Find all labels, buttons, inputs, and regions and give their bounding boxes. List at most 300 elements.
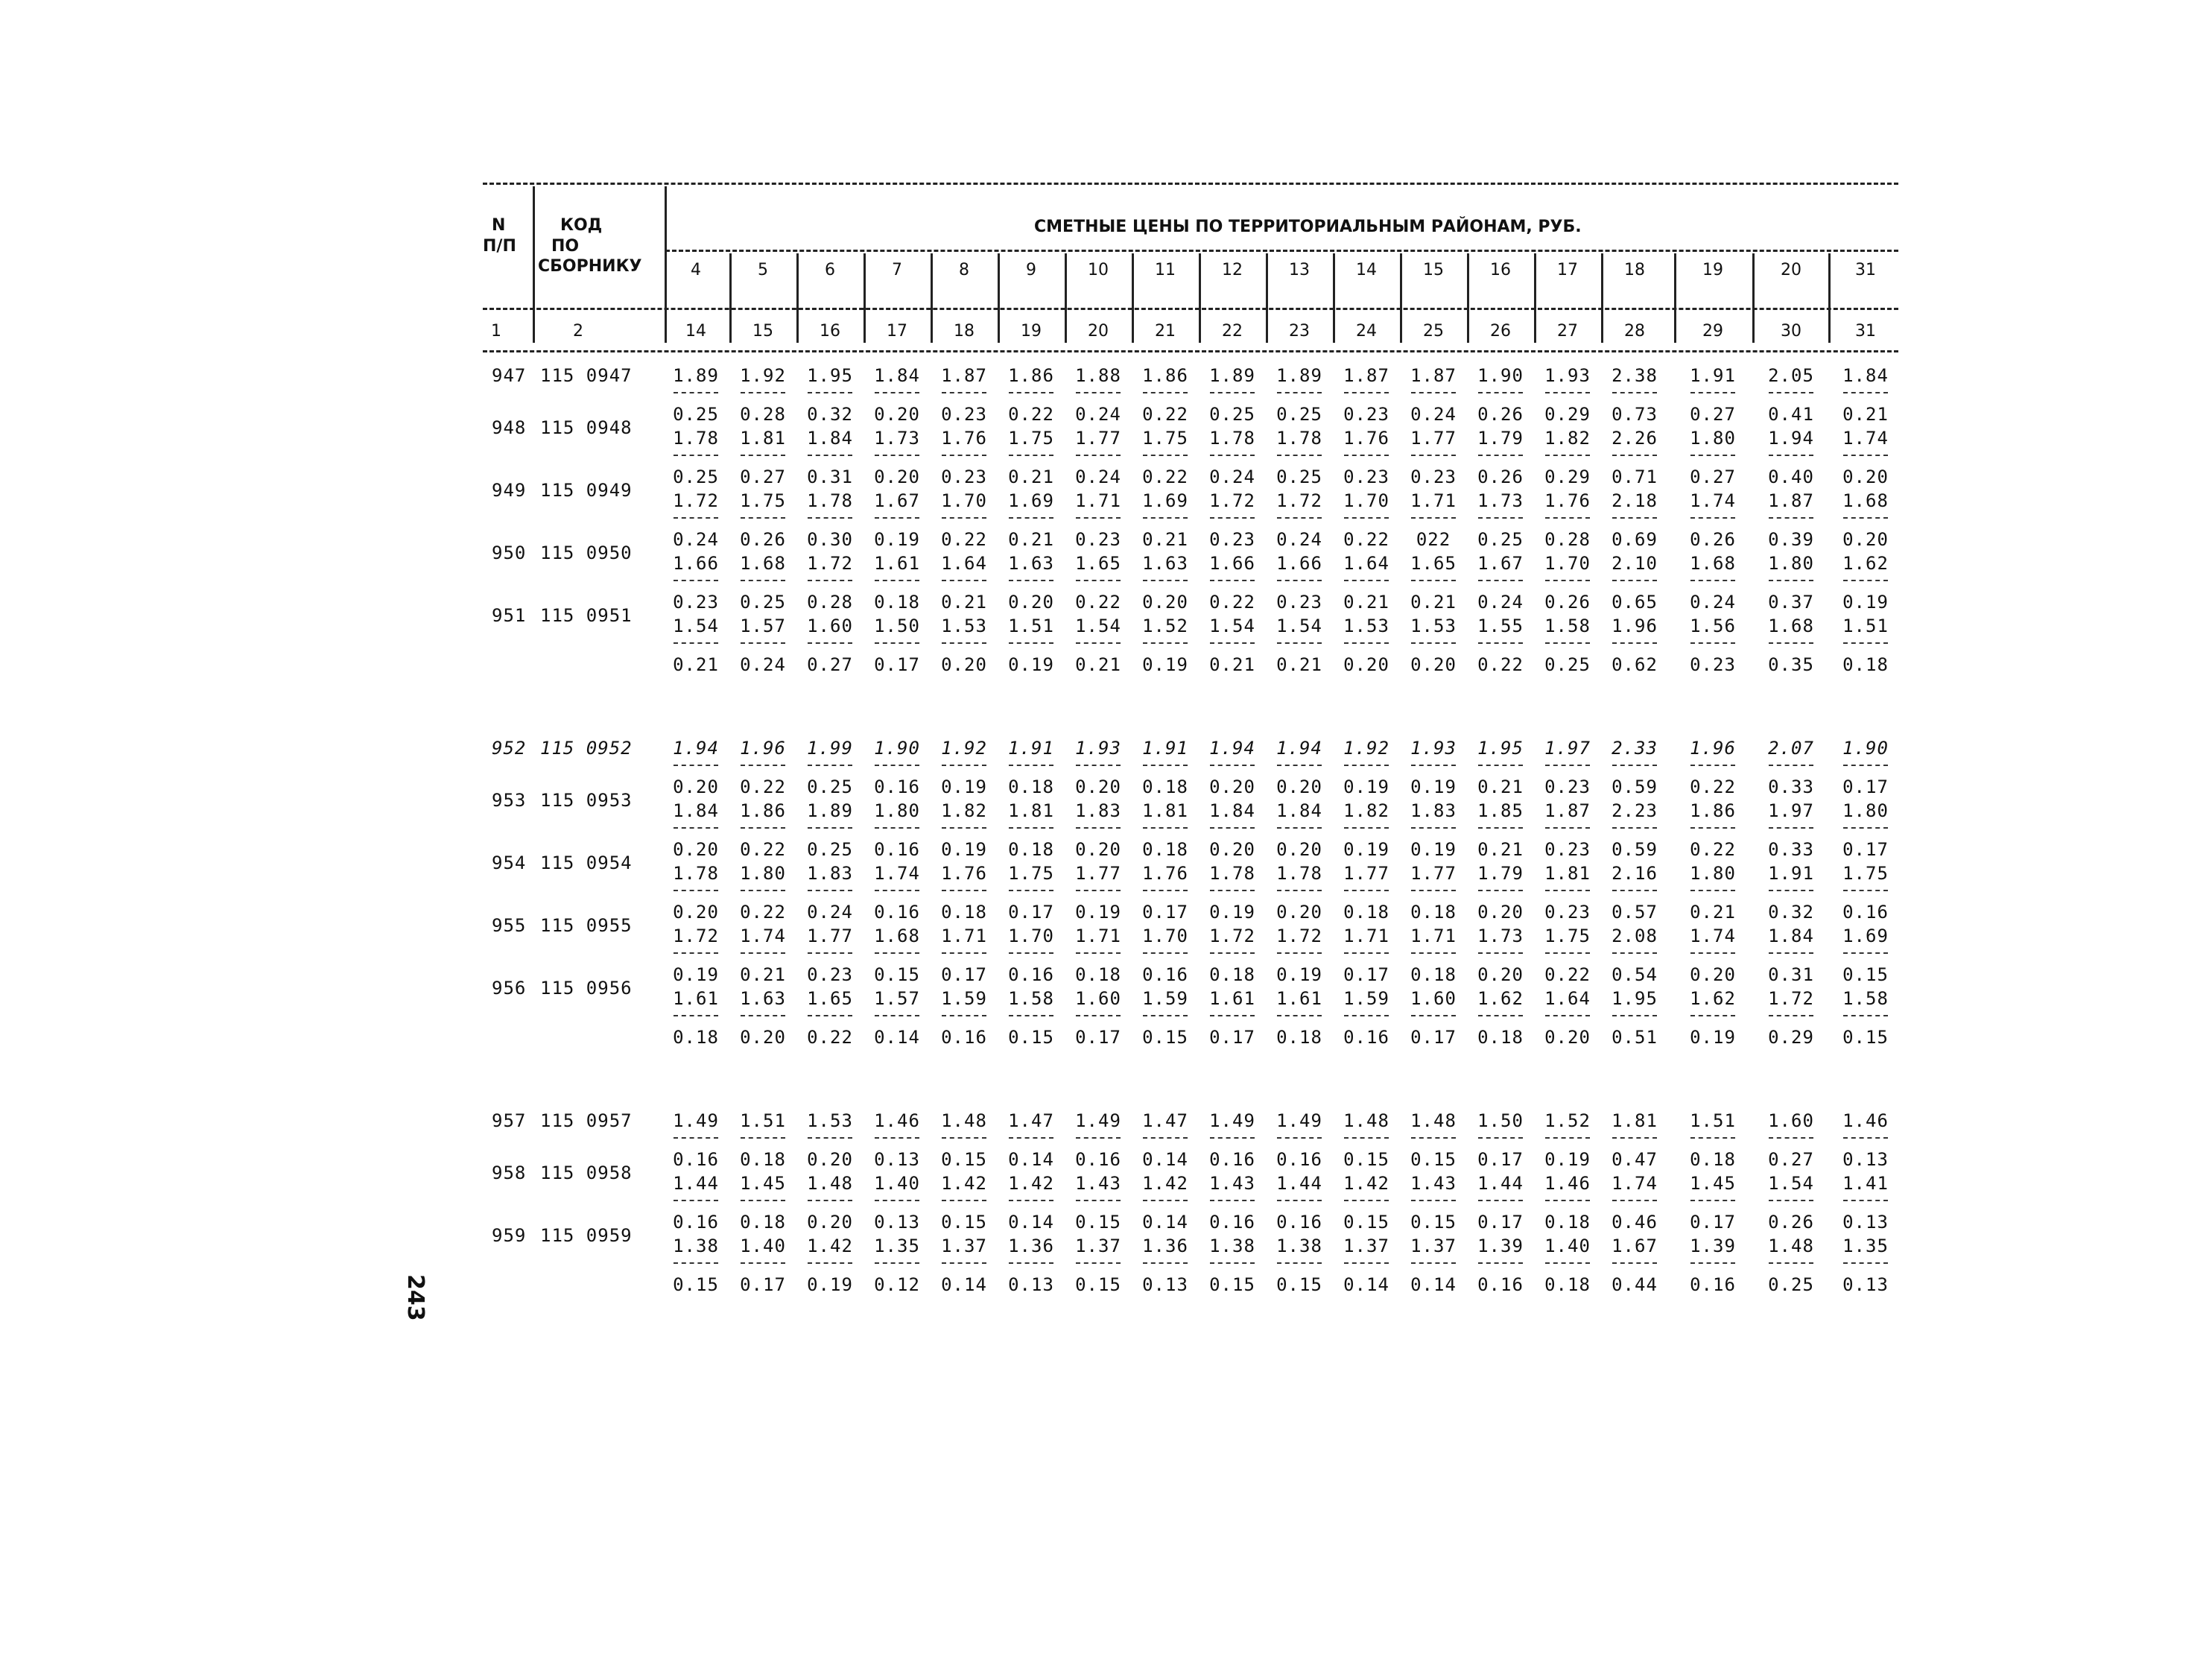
- fraction-line: [1612, 1137, 1657, 1139]
- price-delta: 0.22: [1008, 404, 1054, 425]
- price-delta: 0.16: [1209, 1212, 1255, 1233]
- fraction-line: [1344, 765, 1389, 766]
- fraction-line: [1143, 765, 1188, 766]
- fraction-line: [1210, 455, 1255, 456]
- fraction-line: [1690, 517, 1735, 519]
- price-delta: 0.15: [1410, 1149, 1457, 1170]
- fraction-line: [1344, 455, 1389, 456]
- price-value: 1.52: [1544, 1110, 1591, 1131]
- price-value: 1.39: [1477, 1236, 1524, 1256]
- price-value: 1.65: [1410, 553, 1457, 574]
- fraction-line: [1612, 827, 1657, 829]
- main-title: СМЕТНЫЕ ЦЕНЫ ПО ТЕРРИТОРИАЛЬНЫМ РАЙОНАМ, РУБ.: [1034, 218, 1582, 236]
- price-delta: 0.13: [874, 1149, 920, 1170]
- fraction-line: [1769, 1015, 1813, 1016]
- price-value: 1.74: [1842, 428, 1889, 449]
- row-code: 115 0953: [540, 790, 633, 811]
- region-vline-12: [1534, 253, 1536, 343]
- price-value: 1.86: [1690, 800, 1736, 821]
- row-number: 959: [492, 1225, 527, 1246]
- price-value: 1.36: [1142, 1236, 1188, 1256]
- col-code-line2: ПО: [551, 237, 580, 256]
- price-delta: 0.16: [1343, 1027, 1389, 1048]
- page-number: 243: [402, 1274, 428, 1321]
- fraction-line: [674, 1015, 718, 1016]
- fraction-line: [875, 455, 919, 456]
- price-value: 1.96: [1690, 738, 1736, 759]
- price-value: 1.74: [1690, 490, 1736, 511]
- price-delta: 0.23: [1343, 404, 1389, 425]
- price-delta: 0.25: [673, 466, 719, 487]
- price-delta: 0.19: [1544, 1149, 1591, 1170]
- price-value: 1.63: [1142, 553, 1188, 574]
- price-delta: 0.20: [807, 1212, 853, 1233]
- price-delta: 0.22: [1544, 964, 1591, 985]
- fraction-line: [1612, 1200, 1657, 1201]
- fraction-line: [741, 580, 785, 581]
- price-value: 1.92: [1343, 738, 1389, 759]
- fraction-line: [1478, 642, 1523, 644]
- column-number: 28: [1624, 322, 1645, 341]
- price-value: 1.82: [941, 800, 987, 821]
- price-delta: 0.19: [941, 776, 987, 797]
- fraction-line: [1009, 1015, 1053, 1016]
- price-delta: 0.65: [1612, 592, 1658, 613]
- fraction-line: [1411, 952, 1456, 954]
- price-value: 1.61: [1276, 988, 1322, 1009]
- price-value: 1.81: [1612, 1110, 1658, 1131]
- fraction-line: [1843, 890, 1888, 891]
- price-delta: 0.13: [1142, 1274, 1188, 1295]
- fraction-line: [1210, 1262, 1255, 1264]
- fraction-line: [1545, 952, 1590, 954]
- fraction-line: [1612, 765, 1657, 766]
- price-value: 1.42: [807, 1236, 853, 1256]
- price-value: 1.71: [941, 926, 987, 946]
- price-value: 1.84: [1768, 926, 1814, 946]
- fraction-line: [1143, 890, 1188, 891]
- price-delta: 0.20: [1477, 964, 1524, 985]
- fraction-line: [1411, 1015, 1456, 1016]
- fraction-line: [741, 1262, 785, 1264]
- fraction-line: [1478, 827, 1523, 829]
- price-delta: 0.23: [1544, 902, 1591, 923]
- price-value: 1.86: [1142, 365, 1188, 386]
- fraction-line: [1478, 890, 1523, 891]
- fraction-line: [1009, 642, 1053, 644]
- price-value: 1.68: [1690, 553, 1736, 574]
- price-value: 1.62: [1477, 988, 1524, 1009]
- price-value: 1.93: [1410, 738, 1457, 759]
- region-vline-4: [998, 253, 1000, 343]
- price-value: 1.37: [1075, 1236, 1121, 1256]
- price-delta: 0.30: [807, 529, 853, 550]
- fraction-line: [1478, 1137, 1523, 1139]
- price-delta: 0.21: [1008, 466, 1054, 487]
- region-vline-9: [1333, 253, 1335, 343]
- price-value: 2.16: [1612, 863, 1658, 884]
- fraction-line: [808, 1200, 852, 1201]
- price-delta: 0.21: [1477, 839, 1524, 860]
- price-delta: 0.23: [1690, 654, 1736, 675]
- price-value: 1.37: [1410, 1236, 1457, 1256]
- row-number: 949: [492, 480, 527, 501]
- price-delta: 0.22: [740, 839, 786, 860]
- price-delta: 0.16: [1477, 1274, 1524, 1295]
- price-value: 1.77: [1410, 863, 1457, 884]
- price-delta: 0.37: [1768, 592, 1814, 613]
- price-delta: 0.20: [1276, 839, 1322, 860]
- price-value: 1.40: [740, 1236, 786, 1256]
- price-value: 1.71: [1075, 490, 1121, 511]
- fraction-line: [1612, 392, 1657, 393]
- column-number: 31: [1855, 322, 1876, 341]
- fraction-line: [1210, 890, 1255, 891]
- fraction-line: [1210, 765, 1255, 766]
- price-value: 1.64: [941, 553, 987, 574]
- price-delta: 0.28: [740, 404, 786, 425]
- fraction-line: [1612, 642, 1657, 644]
- fraction-line: [1277, 392, 1322, 393]
- price-value: 1.51: [1690, 1110, 1736, 1131]
- fraction-line: [1277, 1137, 1322, 1139]
- fraction-line: [808, 765, 852, 766]
- fraction-line: [1769, 1137, 1813, 1139]
- fraction-line: [1143, 827, 1188, 829]
- fraction-line: [942, 517, 986, 519]
- fraction-line: [1769, 517, 1813, 519]
- price-delta: 0.20: [1075, 776, 1121, 797]
- price-delta: 0.21: [1276, 654, 1322, 675]
- column-number: 29: [1702, 322, 1723, 341]
- price-value: 1.38: [673, 1236, 719, 1256]
- price-value: 1.80: [740, 863, 786, 884]
- price-value: 1.72: [807, 553, 853, 574]
- fraction-line: [1690, 1137, 1735, 1139]
- price-value: 1.69: [1008, 490, 1054, 511]
- price-delta: 0.17: [1209, 1027, 1255, 1048]
- price-value: 1.90: [874, 738, 920, 759]
- price-value: 1.74: [1690, 926, 1736, 946]
- price-value: 1.68: [740, 553, 786, 574]
- fraction-line: [1545, 1015, 1590, 1016]
- row-number: 950: [492, 542, 527, 563]
- price-value: 1.56: [1690, 616, 1736, 636]
- price-value: 1.76: [1343, 428, 1389, 449]
- fraction-line: [1545, 1137, 1590, 1139]
- price-delta: 0.18: [673, 1027, 719, 1048]
- price-value: 1.89: [1209, 365, 1255, 386]
- price-delta: 0.25: [673, 404, 719, 425]
- price-value: 1.81: [1008, 800, 1054, 821]
- fraction-line: [1009, 827, 1053, 829]
- price-delta: 0.23: [1209, 529, 1255, 550]
- price-value: 1.39: [1690, 1236, 1736, 1256]
- row-code: 115 0959: [540, 1225, 633, 1246]
- price-delta: 0.19: [874, 529, 920, 550]
- price-delta: 0.17: [941, 964, 987, 985]
- fraction-line: [1277, 642, 1322, 644]
- price-delta: 0.41: [1768, 404, 1814, 425]
- price-delta: 0.19: [1075, 902, 1121, 923]
- price-delta: 0.26: [1768, 1212, 1814, 1233]
- price-value: 1.59: [1343, 988, 1389, 1009]
- fraction-line: [1411, 580, 1456, 581]
- price-value: 1.76: [1142, 863, 1188, 884]
- price-value: 1.79: [1477, 428, 1524, 449]
- price-delta: 0.15: [941, 1149, 987, 1170]
- fraction-line: [1690, 1262, 1735, 1264]
- fraction-line: [1411, 827, 1456, 829]
- price-delta: 0.69: [1612, 529, 1658, 550]
- fraction-line: [1344, 1137, 1389, 1139]
- fraction-line: [1277, 580, 1322, 581]
- price-delta: 0.23: [1075, 529, 1121, 550]
- fraction-line: [1843, 580, 1888, 581]
- price-value: 1.65: [1075, 553, 1121, 574]
- price-delta: 0.16: [673, 1212, 719, 1233]
- price-value: 1.69: [1142, 490, 1188, 511]
- price-value: 1.59: [1142, 988, 1188, 1009]
- fraction-line: [942, 765, 986, 766]
- price-delta: 0.20: [874, 404, 920, 425]
- fraction-line: [1545, 1200, 1590, 1201]
- fraction-line: [942, 455, 986, 456]
- region-number: 13: [1289, 261, 1310, 279]
- price-delta: 0.20: [673, 776, 719, 797]
- column-number: 27: [1557, 322, 1578, 341]
- price-delta: 0.18: [874, 592, 920, 613]
- price-delta: 0.23: [1544, 776, 1591, 797]
- price-value: 1.42: [1008, 1173, 1054, 1194]
- price-value: 1.54: [1075, 616, 1121, 636]
- price-delta: 0.15: [941, 1212, 987, 1233]
- price-delta: 0.14: [1410, 1274, 1457, 1295]
- fraction-line: [1411, 455, 1456, 456]
- fraction-line: [808, 517, 852, 519]
- price-value: 1.53: [1410, 616, 1457, 636]
- price-value: 1.70: [1343, 490, 1389, 511]
- fraction-line: [674, 1137, 718, 1139]
- fraction-line: [1545, 517, 1590, 519]
- price-delta: 0.14: [1142, 1149, 1188, 1170]
- price-value: 1.43: [1075, 1173, 1121, 1194]
- price-value: 1.76: [941, 863, 987, 884]
- price-delta: 0.18: [1544, 1212, 1591, 1233]
- fraction-line: [674, 392, 718, 393]
- price-delta: 0.31: [807, 466, 853, 487]
- fraction-line: [674, 517, 718, 519]
- fraction-line: [1690, 952, 1735, 954]
- price-delta: 022: [1416, 529, 1451, 550]
- fraction-line: [808, 1137, 852, 1139]
- price-delta: 0.17: [1142, 902, 1188, 923]
- price-value: 1.58: [1842, 988, 1889, 1009]
- price-value: 1.49: [1276, 1110, 1322, 1131]
- price-delta: 0.16: [1209, 1149, 1255, 1170]
- fraction-line: [808, 642, 852, 644]
- fraction-line: [741, 1200, 785, 1201]
- price-value: 1.87: [1343, 365, 1389, 386]
- price-delta: 0.21: [1209, 654, 1255, 675]
- fraction-line: [1769, 392, 1813, 393]
- price-value: 1.73: [1477, 926, 1524, 946]
- price-delta: 0.35: [1768, 654, 1814, 675]
- price-delta: 0.15: [1142, 1027, 1188, 1048]
- fraction-line: [674, 1200, 718, 1201]
- price-value: 1.72: [1276, 926, 1322, 946]
- fraction-line: [1690, 1015, 1735, 1016]
- fraction-line: [1143, 1262, 1188, 1264]
- price-delta: 0.23: [1544, 839, 1591, 860]
- price-delta: 0.21: [1142, 529, 1188, 550]
- price-value: 1.68: [1768, 616, 1814, 636]
- fraction-line: [741, 642, 785, 644]
- price-delta: 0.40: [1768, 466, 1814, 487]
- fraction-line: [875, 890, 919, 891]
- price-value: 1.78: [1276, 863, 1322, 884]
- price-delta: 0.19: [1343, 776, 1389, 797]
- price-value: 1.88: [1075, 365, 1121, 386]
- fraction-line: [1277, 952, 1322, 954]
- price-delta: 0.16: [874, 839, 920, 860]
- fraction-line: [1009, 1200, 1053, 1201]
- price-value: 1.74: [1612, 1173, 1658, 1194]
- price-value: 1.95: [807, 365, 853, 386]
- price-delta: 0.16: [1842, 902, 1889, 923]
- price-value: 1.75: [1008, 863, 1054, 884]
- price-delta: 0.15: [1842, 1027, 1889, 1048]
- price-value: 1.84: [874, 365, 920, 386]
- fraction-line: [1411, 1200, 1456, 1201]
- price-value: 1.52: [1142, 616, 1188, 636]
- price-value: 1.68: [1842, 490, 1889, 511]
- fraction-line: [1411, 392, 1456, 393]
- price-value: 1.84: [1276, 800, 1322, 821]
- price-value: 1.73: [1477, 490, 1524, 511]
- price-value: 2.07: [1768, 738, 1814, 759]
- price-delta: 0.16: [874, 902, 920, 923]
- fraction-line: [875, 827, 919, 829]
- row-code: 115 0951: [540, 605, 633, 626]
- fraction-line: [875, 1015, 919, 1016]
- price-delta: 0.25: [740, 592, 786, 613]
- fraction-line: [1277, 827, 1322, 829]
- price-delta: 0.21: [1410, 592, 1457, 613]
- price-delta: 0.20: [673, 839, 719, 860]
- price-value: 1.67: [874, 490, 920, 511]
- price-delta: 0.18: [941, 902, 987, 923]
- price-value: 1.49: [1209, 1110, 1255, 1131]
- price-delta: 0.19: [941, 839, 987, 860]
- fraction-line: [1076, 1137, 1121, 1139]
- price-delta: 0.22: [1690, 776, 1736, 797]
- price-delta: 0.29: [1544, 466, 1591, 487]
- fraction-line: [1843, 1015, 1888, 1016]
- price-delta: 0.17: [1477, 1212, 1524, 1233]
- fraction-line: [875, 952, 919, 954]
- region-number: 18: [1624, 261, 1645, 279]
- price-value: 1.79: [1477, 863, 1524, 884]
- price-value: 1.72: [1209, 490, 1255, 511]
- price-delta: 0.15: [1842, 964, 1889, 985]
- price-value: 1.94: [1768, 428, 1814, 449]
- fraction-line: [1210, 1200, 1255, 1201]
- row-number: 953: [492, 790, 527, 811]
- price-value: 1.81: [1544, 863, 1591, 884]
- fraction-line: [1076, 952, 1121, 954]
- fraction-line: [1344, 392, 1389, 393]
- row-code: 115 0957: [540, 1110, 633, 1131]
- col-n-line2: П/П: [483, 237, 516, 256]
- fraction-line: [942, 580, 986, 581]
- column-number: 30: [1781, 322, 1801, 341]
- fraction-line: [875, 1137, 919, 1139]
- fraction-line: [875, 1200, 919, 1201]
- fraction-line: [1769, 455, 1813, 456]
- fraction-line: [1143, 580, 1188, 581]
- price-delta: 0.19: [1842, 592, 1889, 613]
- fraction-line: [1545, 580, 1590, 581]
- region-vline-5: [1065, 253, 1067, 343]
- price-value: 1.90: [1477, 365, 1524, 386]
- price-delta: 0.18: [1410, 902, 1457, 923]
- column-number: 20: [1088, 322, 1109, 341]
- price-delta: 0.18: [1477, 1027, 1524, 1048]
- fraction-line: [1690, 455, 1735, 456]
- fraction-line: [741, 1137, 785, 1139]
- fraction-line: [942, 1262, 986, 1264]
- price-value: 1.78: [673, 428, 719, 449]
- fraction-line: [1210, 827, 1255, 829]
- price-value: 1.73: [874, 428, 920, 449]
- fraction-line: [1690, 827, 1735, 829]
- fraction-line: [1076, 642, 1121, 644]
- price-delta: 0.20: [1276, 776, 1322, 797]
- fraction-line: [1210, 580, 1255, 581]
- price-value: 1.93: [1544, 365, 1591, 386]
- price-value: 1.86: [740, 800, 786, 821]
- price-delta: 0.12: [874, 1274, 920, 1295]
- price-value: 1.50: [1477, 1110, 1524, 1131]
- price-delta: 0.22: [1075, 592, 1121, 613]
- row-code: 115 0949: [540, 480, 633, 501]
- fraction-line: [1344, 1262, 1389, 1264]
- price-value: 1.99: [807, 738, 853, 759]
- fraction-line: [1545, 642, 1590, 644]
- fraction-line: [1411, 517, 1456, 519]
- price-value: 1.71: [1343, 926, 1389, 946]
- fraction-line: [1344, 827, 1389, 829]
- price-value: 1.91: [1768, 863, 1814, 884]
- fraction-line: [1344, 1200, 1389, 1201]
- price-value: 1.57: [874, 988, 920, 1009]
- price-delta: 0.22: [740, 902, 786, 923]
- price-value: 1.80: [874, 800, 920, 821]
- price-value: 1.35: [1842, 1236, 1889, 1256]
- fraction-line: [1545, 1262, 1590, 1264]
- fraction-line: [1009, 392, 1053, 393]
- fraction-line: [741, 890, 785, 891]
- price-delta: 0.24: [807, 902, 853, 923]
- price-value: 1.44: [1477, 1173, 1524, 1194]
- fraction-line: [1344, 517, 1389, 519]
- price-value: 1.54: [1276, 616, 1322, 636]
- region-vline-0: [729, 253, 732, 343]
- price-value: 1.77: [1075, 863, 1121, 884]
- column-number: 17: [887, 322, 907, 341]
- price-delta: 0.22: [1209, 592, 1255, 613]
